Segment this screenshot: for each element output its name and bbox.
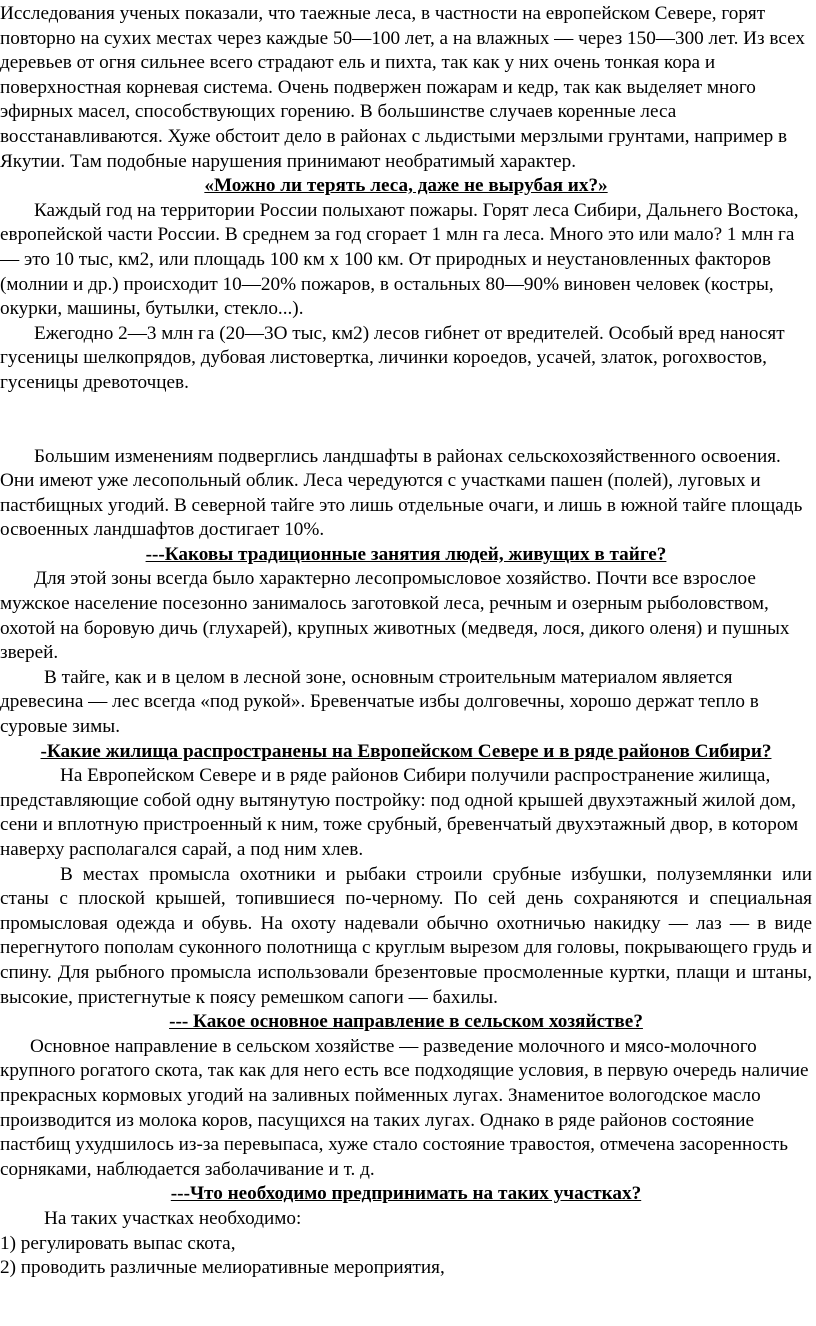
list-item-measure-2: 2) проводить различные мелиоративные мероприятия, [0,1257,445,1279]
paragraph-measures-intro: На таких участках необходимо: [44,1207,302,1229]
heading-measures: ---Что необходимо предпринимать на таких участках? [170,1183,642,1205]
paragraph-huts: В местах промысла охотники и рыбаки строили срубные избушки, полуземлянки или станы с плоской крышей, топившиеся по-черному. По сей день сохраняются и специальная промысловая одежда и обувь. На охоту надевали обычно охотничью накидку — лаз — в виде перегнутого пополам суконного полотнища с круглым вырезом для головы, покрывающего грудь и спину. Для рыбного промысла использовали брезентовые просмоленные куртки, плащи и штаны, высокие, пристегнутые к поясу ремешком сапоги — бахилы. [0,863,812,1008]
paragraph-occupations: Для этой зоны всегда было характерно лесопромысловое хозяйство. Почти все взрослое мужское население посезонно занималось заготовкой леса, речным и озерным рыболовством, охотой на боровую дичь (глухарей), крупных животных (медведя, лося, дикого оленя) и пушных зверей. [0,568,790,664]
paragraph-intro: Исследования ученых показали, что таежные леса, в частности на европейском Севере, горят повторно на сухих местах через каждые 50—100 лет, а на влажных — через 150—300 лет. Из всех деревьев от огня сильнее всего страдают ель и пихта, так как у них очень тонкая кора и поверхностная корневая система. Очень подвержен пожарам и кедр, так как выделяет много эфирных масел, способствующих горению. В большинстве случаев коренные леса восстанавливаются. Хуже обстоит дело в районах с льдистыми мерзлыми грунтами, например в Якутии. Там подобные нарушения принимают необратимый характер. [0,3,805,172]
paragraph-landscapes: Большим изменениям подверглись ландшафты в районах сельскохозяйственного освоения. Они имеют уже лесопольный облик. Леса чередуются с участками пашен (полей), луговых и пастбищных угодий. В северной тайге это лишь отдельные очаги, и лишь в южной тайге площадь освоенных ландшафтов достигает 10%. [0,445,803,541]
paragraph-timber: В тайге, как и в целом в лесной зоне, основным строительным материалом является древесина — лес всегда «под рукой». Бревенчатые избы долговечны, хорошо держат тепло в суровые зимы. [0,666,759,738]
heading-traditional-occupations: ---Каковы традиционные занятия людей, живущих в тайге? [145,543,667,565]
paragraph-pests: Ежегодно 2—3 млн га (20—3О тыс, км2) лесов гибнет от вредителей. Особый вред наносят гусеницы шелкопрядов, дубовая листовертка, личинки короедов, усачей, златок, рогохвостов, гусеницы древоточцев. [0,322,785,393]
heading-dwellings: -Какие жилища распространены на Европейском Севере и в ряде районов Сибири? [40,740,772,762]
paragraph-dwellings: На Европейском Севере и в ряде районов Сибири получили распространение жилища, представляющие собой одну вытянутую постройку: под одной крышей двухэтажный жилой дом, сени и вплотную пристроенный к ним, тоже срубный, бревенчатый двухэтажный двор, в котором наверху располагался сарай, а под ним хлев. [0,765,799,860]
list-item-measure-1: 1) регулировать выпас скота, [0,1232,236,1254]
heading-agriculture: --- Какое основное направление в сельском хозяйстве? [169,1011,643,1033]
paragraph-fires: Каждый год на территории России полыхают пожары. Горят леса Сибири, Дальнего Востока, европейской части России. В среднем за год сгорает 1 млн га леса. Много это или мало? 1 млн га — это 10 тыс, км2, или площадь 100 км х 100 км. От природных и неустановленных факторов (молнии и др.) происходит 10—20% пожаров, в остальных 80—90% виновен человек (костры, окурки, машины, бутылки, стекло...). [0,199,799,320]
heading-lose-forests: «Можно ли терять леса, даже не вырубая их?» [204,175,608,197]
paragraph-agriculture: Основное направление в сельском хозяйстве — разведение молочного и мясо-молочного крупного рогатого скота, так как для него есть все подходящие условия, в первую очередь наличие прекрасных кормовых угодий на заливных пойменных лугах. Знаменитое вологодское масло производится из молока коров, пасущихся на таких лугах. Однако в ряде районов состояние пастбищ ухудшилось из-за перевыпаса, хуже стало состояние травостоя, отмечена засоренность сорняками, наблюдается заболачивание и т. д. [0,1035,809,1180]
blank-gap [0,396,812,445]
